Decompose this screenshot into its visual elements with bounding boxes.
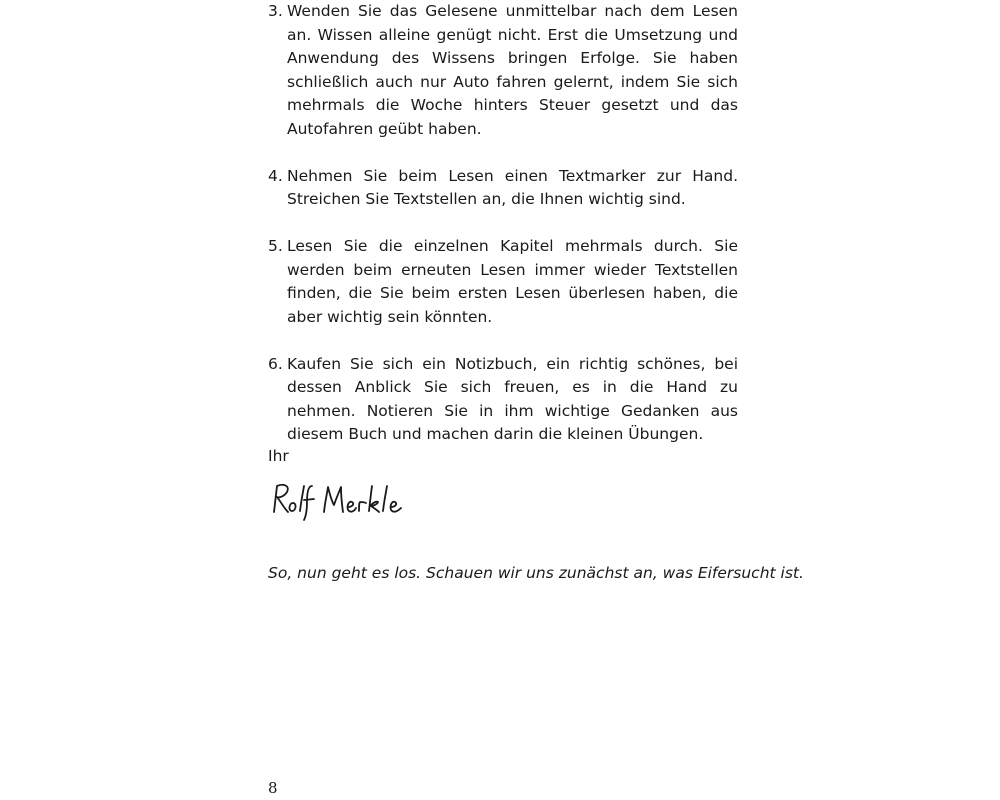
list-item — [268, 235, 738, 329]
list-item-text: Kaufen Sie sich ein Notizbuch, ein richtig schönes, bei dessen Anblick Sie sich freuen, es in die Hand zu nehmen. Notieren Sie in ihm wichtige Gedanken aus diesem Buch und machen darin die kleinen Übungen. — [287, 354, 738, 443]
closing-salutation: Ihr — [268, 447, 289, 465]
list-item-number: 5. — [268, 237, 283, 255]
list-item-text: Nehmen Sie beim Lesen einen Textmarker zur Hand. Streichen Sie Textstellen an, die Ihnen wichtig sind. — [287, 166, 738, 208]
list-item — [268, 353, 738, 447]
list-item-number: 3. — [268, 2, 283, 20]
list-item — [268, 165, 738, 212]
tips-list — [268, 0, 738, 470]
list-item-text: Wenden Sie das Gelesene unmittelbar nach dem Lesen an. Wissen alleine genügt nicht. Erst die Umsetzung und Anwendung des Wissens bringen Erfolge. Sie haben schließlich auch nur Auto fahren gelernt, indem Sie sich mehrmals die Woche hinters Steuer gesetzt und das Autofahren geübt haben. — [287, 2, 738, 138]
list-item-text: Lesen Sie die einzelnen Kapitel mehrmals durch. Sie werden beim erneuten Lesen immer wieder Textstellen finden, die Sie beim ersten Lesen überlesen haben, die aber wichtig sein könnten. — [287, 237, 738, 326]
list-item-number: 4. — [268, 166, 283, 185]
outro-text: So, nun geht es los. Schauen wir uns zunächst an, was Eifersucht ist. — [268, 564, 804, 582]
list-item — [268, 0, 738, 141]
page-number: 8 — [268, 779, 278, 797]
book-page — [268, 0, 804, 800]
signature-image — [268, 478, 408, 522]
list-item-number: 6. — [268, 354, 283, 373]
